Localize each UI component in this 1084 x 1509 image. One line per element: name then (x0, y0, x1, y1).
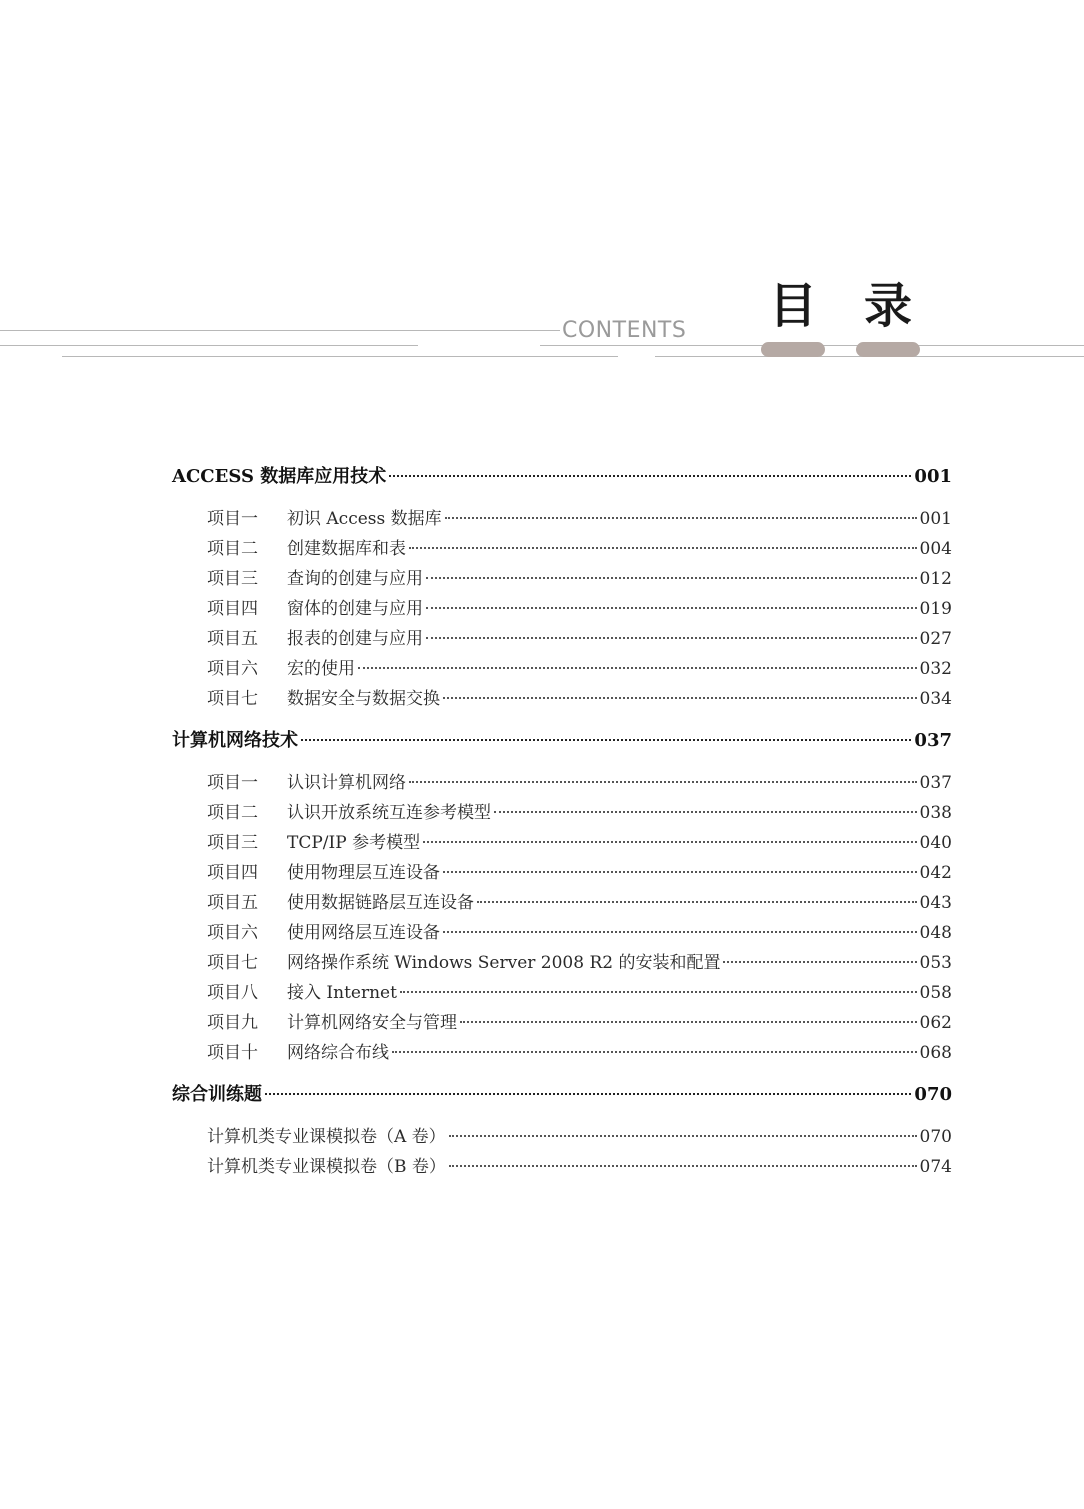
toc-section-title: 计算机网络技术 (172, 730, 298, 751)
page-title-char-2: 录 (864, 278, 913, 334)
toc-item-title: 使用数据链路层互连设备 (287, 893, 474, 913)
toc-item-page: 058 (919, 983, 952, 1003)
toc-item-page: 070 (919, 1127, 952, 1147)
toc-item-page: 038 (919, 803, 952, 823)
toc-item[interactable] (207, 506, 952, 532)
toc-item-number: 项目七 (207, 689, 258, 709)
toc-item[interactable] (207, 1040, 952, 1066)
header-line-mid-center (540, 345, 760, 346)
toc-item-number: 项目五 (207, 893, 258, 913)
header-line-bottom-left (62, 356, 618, 357)
toc-item[interactable] (207, 596, 952, 622)
toc-item-title: 认识开放系统互连参考模型 (287, 803, 491, 823)
toc-item-page: 043 (919, 893, 952, 913)
toc-item-title: 宏的使用 (287, 659, 355, 679)
toc-item-page: 034 (919, 689, 952, 709)
toc-item-number: 项目六 (207, 923, 258, 943)
toc-item-number: 项目八 (207, 983, 258, 1003)
contents-header (0, 280, 1084, 370)
toc-item[interactable] (207, 800, 952, 826)
toc-section[interactable] (172, 464, 952, 490)
toc-item[interactable] (207, 1010, 952, 1036)
dot-leader (265, 1093, 911, 1095)
toc-item[interactable] (207, 920, 952, 946)
toc-item[interactable] (207, 890, 952, 916)
header-line-top-left (0, 330, 560, 331)
toc-item-title: 网络操作系统 Windows Server 2008 R2 的安装和配置 (287, 953, 721, 973)
toc-item-number: 项目七 (207, 953, 258, 973)
contents-label: CONTENTS (562, 318, 687, 343)
dot-leader (409, 781, 917, 783)
toc-item-number: 项目九 (207, 1013, 258, 1033)
toc-item-page: 048 (919, 923, 952, 943)
header-line-mid-left (0, 345, 418, 346)
toc-item-title: 计算机类专业课模拟卷（A 卷） (207, 1127, 446, 1147)
toc-item[interactable] (207, 626, 952, 652)
dot-leader (389, 475, 911, 477)
toc-item[interactable] (207, 1124, 952, 1150)
toc-item-number: 项目四 (207, 863, 258, 883)
toc-item-title: 网络综合布线 (287, 1043, 389, 1063)
dot-leader (443, 871, 917, 873)
toc-item-page: 042 (919, 863, 952, 883)
toc-item-page: 068 (919, 1043, 952, 1063)
toc-section-page: 037 (914, 730, 952, 751)
toc-item[interactable] (207, 1154, 952, 1180)
toc-item-title: 使用物理层互连设备 (287, 863, 440, 883)
toc-item[interactable] (207, 950, 952, 976)
toc-item-title: 窗体的创建与应用 (287, 599, 423, 619)
toc-item[interactable] (207, 536, 952, 562)
toc-item[interactable] (207, 770, 952, 796)
toc-section-page: 001 (914, 466, 952, 487)
toc-item-title: 计算机网络安全与管理 (287, 1013, 457, 1033)
toc-item-title: 使用网络层互连设备 (287, 923, 440, 943)
toc-item-page: 032 (919, 659, 952, 679)
dot-leader (477, 901, 917, 903)
toc-item-page: 074 (919, 1157, 952, 1177)
dot-leader (426, 637, 917, 639)
toc-item-number: 项目四 (207, 599, 258, 619)
dot-leader (426, 607, 917, 609)
dot-leader (426, 577, 917, 579)
title-underline-pill-1 (761, 342, 825, 357)
dot-leader (443, 697, 917, 699)
toc-section-title: ACCESS 数据库应用技术 (172, 466, 387, 487)
toc-item[interactable] (207, 860, 952, 886)
toc-item-number: 项目一 (207, 773, 258, 793)
toc-item-title: 数据安全与数据交换 (287, 689, 440, 709)
toc-section-page: 070 (914, 1084, 952, 1105)
dot-leader (445, 517, 917, 519)
toc-item-page: 027 (919, 629, 952, 649)
toc-item-title: TCP/IP 参考模型 (287, 833, 421, 853)
dot-leader (423, 841, 916, 843)
toc-item[interactable] (207, 566, 952, 592)
toc-item-page: 012 (919, 569, 952, 589)
toc-item-page: 001 (919, 509, 952, 529)
toc-item-title: 报表的创建与应用 (287, 629, 423, 649)
dot-leader (449, 1165, 917, 1167)
toc-item-title: 认识计算机网络 (287, 773, 406, 793)
toc-item-title: 查询的创建与应用 (287, 569, 423, 589)
page-title-char-1: 目 (769, 278, 818, 334)
toc-item-page: 040 (919, 833, 952, 853)
dot-leader (494, 811, 917, 813)
toc-item-page: 053 (919, 953, 952, 973)
dot-leader (449, 1135, 917, 1137)
dot-leader (400, 991, 917, 993)
dot-leader (358, 667, 917, 669)
toc-item[interactable] (207, 656, 952, 682)
toc-item-number: 项目十 (207, 1043, 258, 1063)
toc-item-title: 计算机类专业课模拟卷（B 卷） (207, 1157, 446, 1177)
toc-item-number: 项目五 (207, 629, 258, 649)
dot-leader (301, 739, 911, 741)
toc-item-number: 项目三 (207, 833, 258, 853)
toc-item-number: 项目三 (207, 569, 258, 589)
toc-section[interactable] (172, 728, 952, 754)
toc-item-page: 019 (919, 599, 952, 619)
dot-leader (460, 1021, 917, 1023)
toc-section[interactable] (172, 1082, 952, 1108)
toc-item[interactable] (207, 686, 952, 712)
dot-leader (443, 931, 917, 933)
toc-section-title: 综合训练题 (172, 1084, 262, 1105)
toc-item-title: 接入 Internet (287, 983, 397, 1003)
toc-item-number: 项目二 (207, 803, 258, 823)
toc-item-number: 项目二 (207, 539, 258, 559)
toc-item-number: 项目六 (207, 659, 258, 679)
toc-item[interactable] (207, 980, 952, 1006)
toc-item[interactable] (207, 830, 952, 856)
dot-leader (392, 1051, 917, 1053)
dot-leader (409, 547, 917, 549)
toc-item-page: 004 (919, 539, 952, 559)
title-underline-pill-2 (856, 342, 920, 357)
toc-item-page: 062 (919, 1013, 952, 1033)
toc-item-page: 037 (919, 773, 952, 793)
toc-item-title: 创建数据库和表 (287, 539, 406, 559)
toc-item-number: 项目一 (207, 509, 258, 529)
toc-item-title: 初识 Access 数据库 (287, 509, 442, 529)
dot-leader (723, 961, 916, 963)
